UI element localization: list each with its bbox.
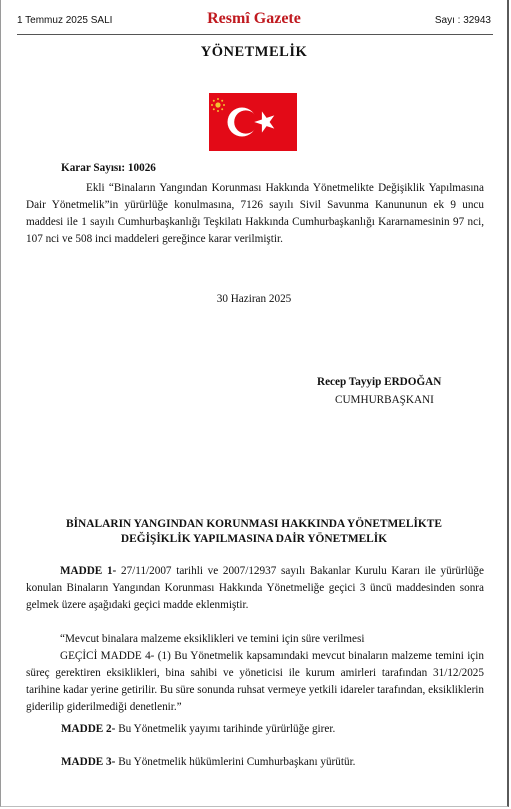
- article-3-label: MADDE 3-: [61, 756, 116, 768]
- signer-first-name: Recep Tayyip: [317, 376, 382, 388]
- article-2-label: MADDE 2-: [61, 723, 116, 735]
- header-divider: [17, 34, 493, 35]
- presidential-emblem-icon: [210, 97, 226, 113]
- regulation-title-line-1: BİNALARIN YANGINDAN KORUNMASI HAKKINDA YÖNETMELİKTE: [66, 518, 442, 530]
- article-2: [61, 721, 335, 738]
- temporary-article-4: [26, 648, 484, 716]
- decision-number: Karar Sayısı: 10026: [61, 162, 156, 174]
- quote-heading: “Mevcut binalara malzeme eksiklikleri ve temini için süre verilmesi: [60, 633, 365, 645]
- regulation-title-line-2: DEĞİŞİKLİK YAPILMASINA DAİR YÖNETMELİK: [120, 533, 388, 545]
- article-2-text: Bu Yönetmelik yayımı tarihinde yürürlüğe girer.: [115, 723, 336, 735]
- article-1-text: 27/11/2007 tarihli ve 2007/12937 sayılı Bakanlar Kurulu Kararı ile yürürlüğe konulan Binaların Yangından Korunması Hakkında Yönetmeliğe geçici 3 üncü maddesinden sonra gelmek üzere aşağıdaki geçici madde eklenmiştir.: [26, 565, 484, 611]
- issue-number: Sayı : 32943: [434, 15, 491, 26]
- regulation-title: [1, 517, 507, 547]
- temporary-article-text: (1) Bu Yönetmelik kapsamındaki mevcut binaların malzeme temini için süreç gerektiren eksiklikleri, bina sahibi ve yöneticisi ile kurum amirleri tarafından 31/12/2025 tarihine kadar yerine getirilir. Bu süre sonunda ruhsat vermeye yetkili idareler tarafından, eksikliklerin giderilip giderilmediği denetlenir.”: [26, 650, 484, 713]
- page-header: [17, 10, 491, 32]
- article-3: [61, 754, 355, 771]
- article-1-label: MADDE 1-: [60, 565, 117, 577]
- decision-text: Ekli “Binaların Yangından Korunması Hakkında Yönetmelikte Değişiklik Yapılmasına Dair Yönetmelik”in yürürlüğe konulmasına, 7126 sayılı Sivil Savunma Kanununun ek 9 uncu maddesi ile 1 sayılı Cumhurbaşkanlığı Teşkilatı Hakkında Cumhurbaşkanlığı Kararnamesinin 97 nci, 107 nci ve 508 inci maddeleri gereğince karar verilmiştir.: [26, 182, 484, 245]
- article-3-text: Bu Yönetmelik hükümlerini Cumhurbaşkanı yürütür.: [115, 756, 356, 768]
- signer-title: CUMHURBAŞKANI: [335, 394, 434, 406]
- header-date: 1 Temmuz 2025 SALI: [17, 15, 113, 26]
- gazette-name: Resmî Gazete: [207, 10, 301, 27]
- document-type-heading: YÖNETMELİK: [200, 44, 308, 60]
- decision-date: 30 Haziran 2025: [216, 293, 292, 305]
- signer-name: [317, 374, 441, 391]
- signer-last-name: ERDOĞAN: [384, 376, 442, 388]
- temporary-article-label: GEÇİCİ MADDE 4-: [60, 650, 155, 662]
- temporary-article-block: [26, 631, 484, 716]
- article-1: [26, 563, 484, 614]
